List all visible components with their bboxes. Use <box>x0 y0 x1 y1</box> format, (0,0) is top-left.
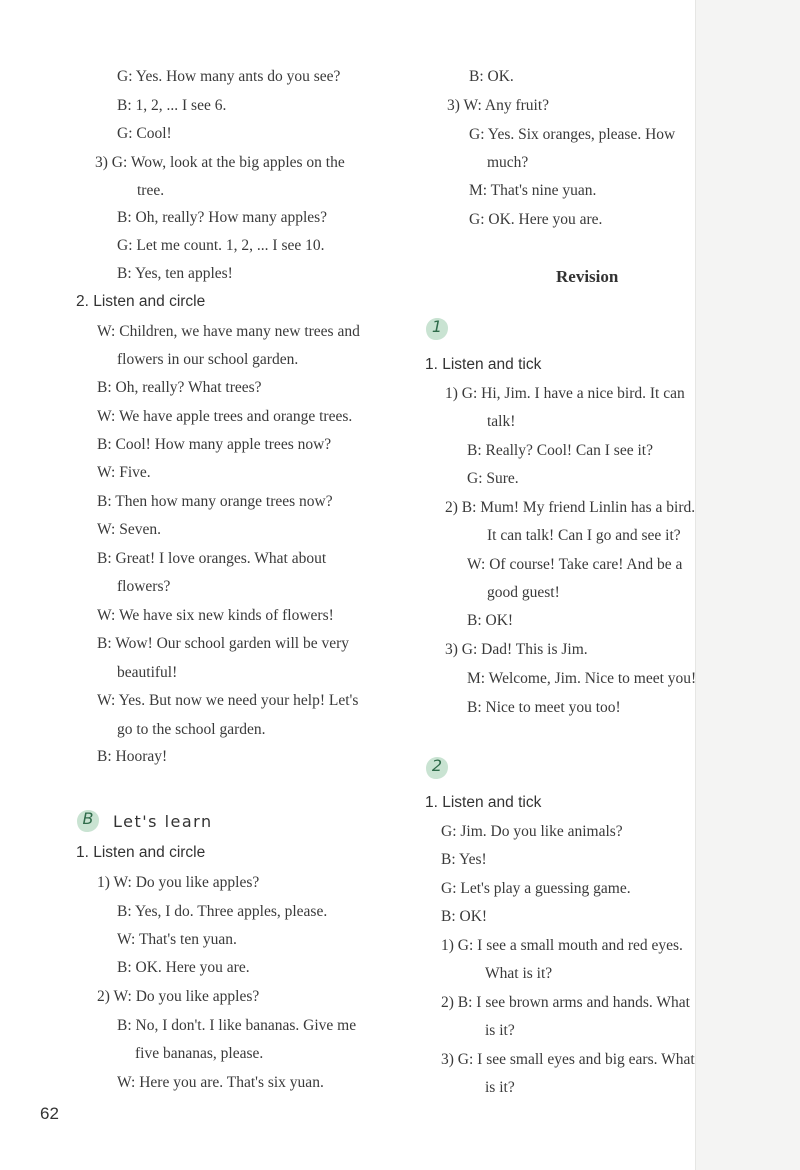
dialogue-line: B: Nice to meet you too! <box>467 699 621 716</box>
dialogue-line: B: Then how many orange trees now? <box>97 493 333 510</box>
dialogue-line: It can talk! Can I go and see it? <box>487 527 681 544</box>
dialogue-line: W: Children, we have many new trees and <box>97 323 360 340</box>
dialogue-line: W: That's ten yuan. <box>117 931 237 948</box>
dialogue-line: flowers? <box>117 578 171 595</box>
badge-number: 1 <box>431 317 443 336</box>
dialogue-line: What is it? <box>485 965 553 982</box>
dialogue-line: flowers in our school garden. <box>117 351 299 368</box>
page-number: 62 <box>40 1104 59 1123</box>
page-edge <box>695 0 800 1170</box>
dialogue-line: G: Cool! <box>117 125 172 142</box>
dialogue-line: W: We have six new kinds of flowers! <box>97 607 334 624</box>
dialogue-line: W: Yes. But now we need your help! Let's <box>97 692 359 709</box>
dialogue-line: 1) W: Do you like apples? <box>97 874 260 891</box>
dialogue-line: 3) G: Dad! This is Jim. <box>445 641 588 658</box>
dialogue-line: G: Yes. Six oranges, please. How <box>469 126 676 143</box>
dialogue-line: much? <box>487 154 529 171</box>
dialogue-line: B: OK. <box>469 68 514 85</box>
dialogue-line: B: Oh, really? What trees? <box>97 379 262 396</box>
dialogue-line: B: Wow! Our school garden will be very <box>97 635 350 652</box>
dialogue-line: G: Let me count. 1, 2, ... I see 10. <box>117 237 325 254</box>
unit-2-badge-icon <box>424 755 450 781</box>
dialogue-line: 2) B: I see brown arms and hands. What <box>441 994 690 1011</box>
badge-number: 2 <box>431 756 443 775</box>
dialogue-line: 1) G: I see a small mouth and red eyes. <box>441 937 683 954</box>
dialogue-line: B: Yes! <box>441 851 487 868</box>
dialogue-line: W: Of course! Take care! And be a <box>467 556 683 573</box>
dialogue-line: 3) G: I see small eyes and big ears. What <box>441 1051 695 1068</box>
dialogue-line: B: 1, 2, ... I see 6. <box>117 97 227 114</box>
unit-1-badge-icon <box>424 316 450 342</box>
dialogue-line: 2) W: Do you like apples? <box>97 988 260 1005</box>
dialogue-line: 3) W: Any fruit? <box>447 97 550 114</box>
dialogue-line: B: OK. Here you are. <box>117 959 250 976</box>
dialogue-line: W: We have apple trees and orange trees. <box>97 408 353 425</box>
dialogue-line: is it? <box>485 1079 515 1096</box>
dialogue-line: M: Welcome, Jim. Nice to meet you! <box>467 670 697 687</box>
dialogue-line: B: Great! I love oranges. What about <box>97 550 327 567</box>
dialogue-line: G: Jim. Do you like animals? <box>441 823 623 840</box>
section-title: Let's learn <box>113 812 213 831</box>
dialogue-line: G: Yes. How many ants do you see? <box>117 68 341 85</box>
dialogue-line: G: Let's play a guessing game. <box>441 880 631 897</box>
dialogue-line: B: Cool! How many apple trees now? <box>97 436 332 453</box>
badge-letter: B <box>82 809 94 828</box>
dialogue-line: W: Five. <box>97 464 151 481</box>
dialogue-line: go to the school garden. <box>117 721 266 738</box>
exercise-heading: 1. Listen and circle <box>76 844 206 861</box>
dialogue-line: W: Seven. <box>97 521 161 538</box>
section-b-badge-icon <box>75 808 101 834</box>
dialogue-line: B: No, I don't. I like bananas. Give me <box>117 1017 357 1034</box>
dialogue-line: tree. <box>137 182 165 199</box>
dialogue-line: beautiful! <box>117 664 178 681</box>
dialogue-line: good guest! <box>487 584 560 601</box>
dialogue-line: 3) G: Wow, look at the big apples on the <box>95 154 345 171</box>
dialogue-line: B: OK! <box>441 908 488 925</box>
dialogue-line: M: That's nine yuan. <box>469 182 597 199</box>
revision-heading: Revision <box>556 267 619 286</box>
dialogue-line: G: Sure. <box>467 470 519 487</box>
exercise-heading: 2. Listen and circle <box>76 293 206 310</box>
exercise-heading: 1. Listen and tick <box>425 794 542 811</box>
dialogue-line: B: Yes, I do. Three apples, please. <box>117 903 328 920</box>
dialogue-line: 2) B: Mum! My friend Linlin has a bird. <box>445 499 696 516</box>
dialogue-line: B: Yes, ten apples! <box>117 265 233 282</box>
dialogue-line: B: Oh, really? How many apples? <box>117 209 328 226</box>
dialogue-line: W: Here you are. That's six yuan. <box>117 1074 324 1091</box>
dialogue-line: B: Hooray! <box>97 748 168 765</box>
dialogue-line: is it? <box>485 1022 515 1039</box>
dialogue-line: 1) G: Hi, Jim. I have a nice bird. It can <box>445 385 685 402</box>
dialogue-line: talk! <box>487 413 516 430</box>
exercise-heading: 1. Listen and tick <box>425 356 542 373</box>
dialogue-line: B: OK! <box>467 612 514 629</box>
dialogue-line: B: Really? Cool! Can I see it? <box>467 442 653 459</box>
dialogue-line: G: OK. Here you are. <box>469 211 603 228</box>
dialogue-line: five bananas, please. <box>135 1045 264 1062</box>
